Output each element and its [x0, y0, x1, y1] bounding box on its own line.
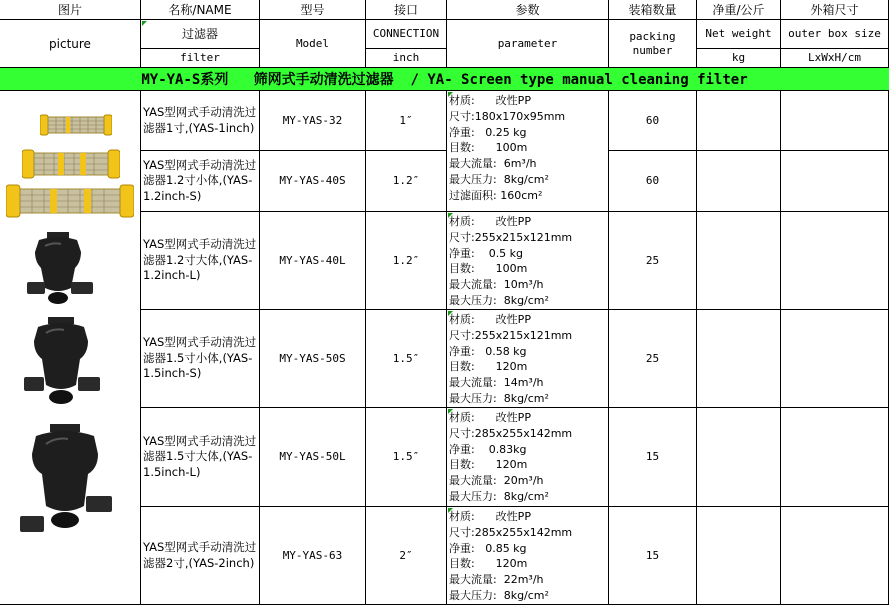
header-connection-cn: 接口: [366, 0, 447, 20]
row2-packing: 60: [609, 151, 697, 212]
row4-name: YAS型网式手动清洗过滤器1.5寸小体,(YAS-1.5inch-S): [141, 310, 260, 408]
header-picture-cn: 图片: [0, 0, 141, 20]
row2-model: MY-YAS-40S: [260, 151, 366, 212]
params-row-6: 材质: 改性PP 尺寸:285x255x142mm 净重: 0.85 kg 目数: 120m 最大流量: 22m³/h 最大压力: 8kg/cm²: [447, 507, 609, 605]
row2-weight: [697, 151, 781, 212]
header-box-en: outer box size: [781, 20, 889, 49]
row5-packing: 15: [609, 408, 697, 507]
screen-filter-image-large: [6, 182, 134, 220]
row1-connection: 1″: [366, 91, 447, 151]
params-row-3: 材质: 改性PP 尺寸:255x215x121mm 净重: 0.5 kg 目数: 100m 最大流量: 10m³/h 最大压力: 8kg/cm²: [447, 212, 609, 310]
row5-model: MY-YAS-50L: [260, 408, 366, 507]
row6-box: [781, 507, 889, 605]
params-row-4: 材质: 改性PP 尺寸:255x215x121mm 净重: 0.58 kg 目数: 120m 最大流量: 14m³/h 最大压力: 8kg/cm²: [447, 310, 609, 408]
header-name-sub-en: filter: [141, 49, 260, 68]
product-images: [0, 92, 140, 604]
row2-connection: 1.2″: [366, 151, 447, 212]
row6-weight: [697, 507, 781, 605]
cell-marker: [448, 213, 453, 218]
cell-marker: [448, 311, 453, 316]
row2-box: [781, 151, 889, 212]
header-weight-en: Net weight: [697, 20, 781, 49]
row1-box: [781, 91, 889, 151]
row4-model: MY-YAS-50S: [260, 310, 366, 408]
header-weight-cn: 净重/公斤: [697, 0, 781, 20]
row5-name: YAS型网式手动清洗过滤器1.5寸大体,(YAS-1.5inch-L): [141, 408, 260, 507]
row6-packing: 15: [609, 507, 697, 605]
cell-marker: [448, 508, 453, 513]
header-box-unit: LxWxH/cm: [781, 49, 889, 68]
params-rows-1-2: 材质: 改性PP 尺寸:180x170x95mm 净重: 0.25 kg 目数: 100m 最大流量: 6m³/h 最大压力: 8kg/cm² 过滤面积: 160cm²: [447, 91, 609, 212]
row3-box: [781, 212, 889, 310]
row2-name: YAS型网式手动清洗过滤器1.2寸小体,(YAS-1.2inch-S): [141, 151, 260, 212]
row5-box: [781, 408, 889, 507]
header-packing-cn: 装箱数量: [609, 0, 697, 20]
header-weight-unit: kg: [697, 49, 781, 68]
screen-filter-image-medium: [22, 147, 120, 181]
row5-weight: [697, 408, 781, 507]
header-packing-en: packing number: [609, 20, 697, 68]
row3-packing: 25: [609, 212, 697, 310]
row3-name: YAS型网式手动清洗过滤器1.2寸大体,(YAS-1.2inch-L): [141, 212, 260, 310]
row6-model: MY-YAS-63: [260, 507, 366, 605]
row1-packing: 60: [609, 91, 697, 151]
row6-name: YAS型网式手动清洗过滤器2寸,(YAS-2inch): [141, 507, 260, 605]
row1-name: YAS型网式手动清洗过滤器1寸,(YAS-1inch): [141, 91, 260, 151]
header-parameter-en: parameter: [447, 20, 609, 68]
row5-connection: 1.5″: [366, 408, 447, 507]
header-picture-en: picture: [0, 20, 141, 68]
row1-model: MY-YAS-32: [260, 91, 366, 151]
header-name-cn: 名称/NAME: [141, 0, 260, 20]
filter-housing-image-3: [18, 424, 114, 536]
cell-marker: [448, 409, 453, 414]
params-row-5: 材质: 改性PP 尺寸:285x255x142mm 净重: 0.83kg 目数: 120m 最大流量: 20m³/h 最大压力: 8kg/cm²: [447, 408, 609, 507]
header-model-en: Model: [260, 20, 366, 68]
row6-connection: 2″: [366, 507, 447, 605]
row4-weight: [697, 310, 781, 408]
header-box-cn: 外箱尺寸: [781, 0, 889, 20]
series-banner: MY-YA-S系列 筛网式手动清洗过滤器 / YA- Screen type manual cleaning filter: [0, 68, 889, 91]
row3-connection: 1.2″: [366, 212, 447, 310]
header-parameter-cn: 参数: [447, 0, 609, 20]
row3-model: MY-YAS-40L: [260, 212, 366, 310]
row4-packing: 25: [609, 310, 697, 408]
header-connection-en: CONNECTION: [366, 20, 447, 49]
row4-box: [781, 310, 889, 408]
header-model-cn: 型号: [260, 0, 366, 20]
row1-weight: [697, 91, 781, 151]
row4-connection: 1.5″: [366, 310, 447, 408]
filter-housing-image-1: [25, 232, 97, 310]
screen-filter-image-small: [40, 112, 112, 138]
filter-housing-image-2: [22, 317, 102, 409]
cell-marker: [448, 92, 453, 97]
header-connection-unit: inch: [366, 49, 447, 68]
cell-marker: [142, 21, 147, 26]
header-name-sub-cn: 过滤器: [141, 20, 260, 49]
row3-weight: [697, 212, 781, 310]
